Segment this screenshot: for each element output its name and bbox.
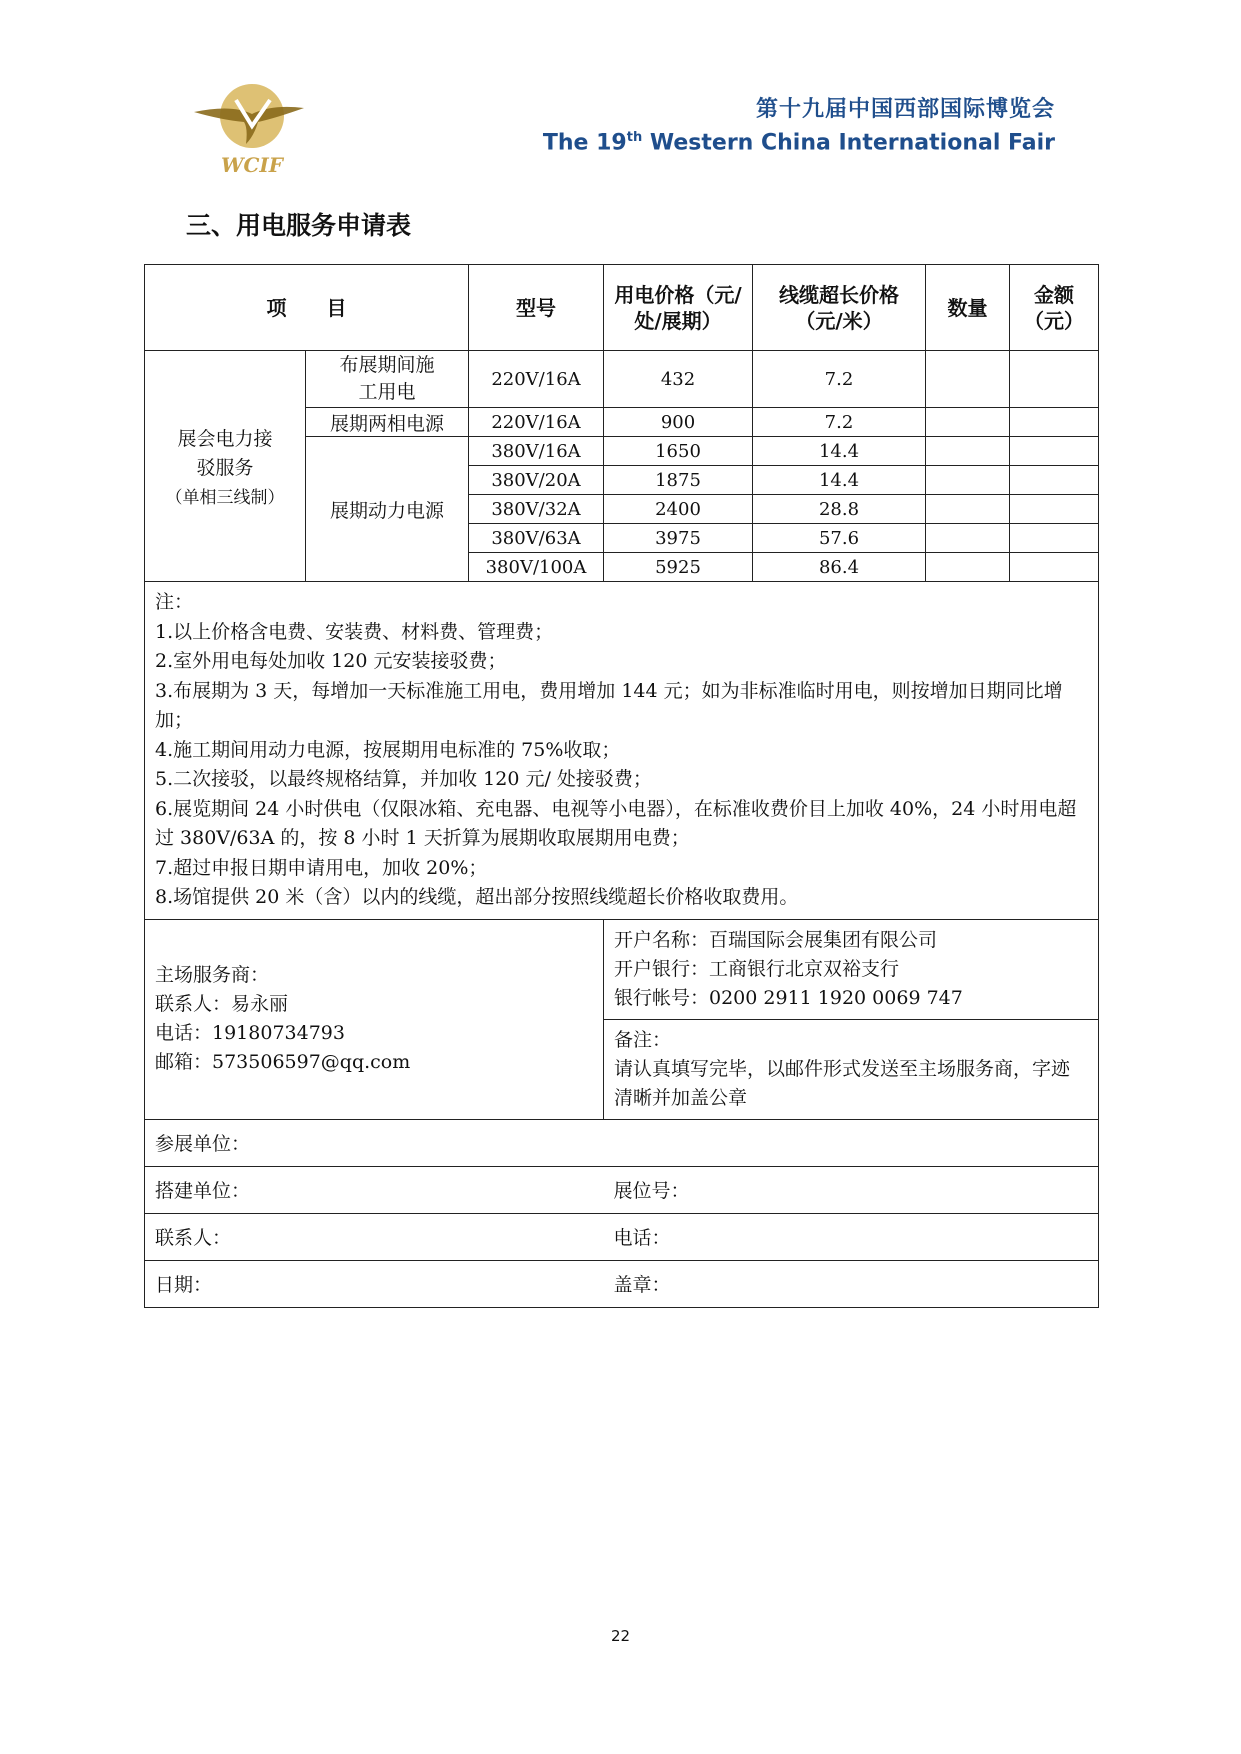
cable-price-cell: 7.2 <box>753 351 926 408</box>
category-label: 展会电力接驳服务 <box>177 427 273 479</box>
header-price: 用电价格（元/处/展期） <box>604 265 753 351</box>
header-quantity: 数量 <box>926 265 1010 351</box>
fair-title-en-sup: th <box>626 130 643 145</box>
bank-cell <box>604 919 1099 1019</box>
price-cell: 2400 <box>604 495 753 524</box>
amount-field[interactable] <box>1010 351 1099 408</box>
amount-field[interactable] <box>1010 524 1099 553</box>
exhibitor-field[interactable]: 参展单位： <box>145 1119 1099 1166</box>
section-title: 三、用电服务申请表 <box>186 211 412 240</box>
quantity-field[interactable] <box>926 437 1010 466</box>
model-cell: 380V/16A <box>469 437 604 466</box>
price-cell: 432 <box>604 351 753 408</box>
date-field[interactable]: 日期： <box>145 1260 604 1307</box>
wcif-logo <box>192 78 312 178</box>
header-item: 项 目 <box>145 265 469 351</box>
fair-title-en-prefix: The 19 <box>542 130 627 156</box>
fair-title-en <box>543 130 1055 155</box>
quantity-field[interactable] <box>926 553 1010 582</box>
note-item: 8.场馆提供 20 米（含）以内的线缆，超出部分按照线缆超长价格收取费用。 <box>155 886 799 908</box>
note-item: 2.室外用电每处加收 120 元安装接驳费； <box>155 650 507 672</box>
price-cell: 3975 <box>604 524 753 553</box>
cable-price-cell: 7.2 <box>753 408 926 437</box>
form-phone-field[interactable]: 电话： <box>604 1213 1099 1260</box>
contact-row <box>145 1213 1099 1260</box>
group-label: 布展期间施工用电 <box>306 351 469 408</box>
bank-account-name: 开户名称：百瑞国际会展集团有限公司 <box>614 928 938 951</box>
quantity-field[interactable] <box>926 495 1010 524</box>
exhibitor-row <box>145 1119 1099 1166</box>
page-number: 22 <box>610 1627 631 1645</box>
cable-price-cell: 14.4 <box>753 466 926 495</box>
price-cell: 5925 <box>604 553 753 582</box>
category-cell <box>145 351 306 582</box>
header-model: 型号 <box>469 265 604 351</box>
amount-field[interactable] <box>1010 437 1099 466</box>
model-cell: 220V/16A <box>469 408 604 437</box>
fair-title-en-suffix: Western China International Fair <box>642 130 1055 156</box>
bank-account-no: 银行帐号：0200 2911 1920 0069 747 <box>614 986 963 1009</box>
contact-title: 主场服务商： <box>155 964 270 986</box>
category-note: （单相三线制） <box>165 487 285 508</box>
builder-field[interactable]: 搭建单位： <box>145 1166 604 1213</box>
model-cell: 380V/63A <box>469 524 604 553</box>
price-cell: 1650 <box>604 437 753 466</box>
price-cell: 900 <box>604 408 753 437</box>
power-service-form <box>144 264 1099 1308</box>
contact-bank-row <box>145 919 1099 1019</box>
price-cell: 1875 <box>604 466 753 495</box>
form-contact-field[interactable]: 联系人： <box>145 1213 604 1260</box>
note-item: 3.布展期为 3 天，每增加一天标准施工用电，费用增加 144 元；如为非标准临时用电，则按增加日期同比增加； <box>155 679 1063 731</box>
booth-field[interactable]: 展位号： <box>604 1166 1099 1213</box>
model-cell: 220V/16A <box>469 351 604 408</box>
builder-row <box>145 1166 1099 1213</box>
notes-title: 注： <box>155 591 194 613</box>
amount-field[interactable] <box>1010 495 1099 524</box>
group-label: 展期两相电源 <box>306 408 469 437</box>
fair-title-cn: 第十九届中国西部国际博览会 <box>755 97 1055 122</box>
note-item: 5.二次接驳，以最终规格结算，并加收 120 元/ 处接驳费； <box>155 768 652 790</box>
bank-name: 开户银行：工商银行北京双裕支行 <box>614 957 900 980</box>
note-item: 4.施工期间用动力电源，按展期用电标准的 75%收取； <box>155 738 621 761</box>
amount-field[interactable] <box>1010 553 1099 582</box>
contact-email: 邮箱：573506597@qq.com <box>155 1051 411 1073</box>
cable-price-cell: 86.4 <box>753 553 926 582</box>
amount-field[interactable] <box>1010 466 1099 495</box>
cable-price-cell: 28.8 <box>753 495 926 524</box>
quantity-field[interactable] <box>926 466 1010 495</box>
table-row <box>145 351 1099 408</box>
contact-phone: 电话：19180734793 <box>155 1022 345 1044</box>
date-row <box>145 1260 1099 1307</box>
group-label: 展期动力电源 <box>306 437 469 582</box>
model-cell: 380V/20A <box>469 466 604 495</box>
contact-cell <box>145 919 604 1119</box>
stamp-field[interactable]: 盖章： <box>604 1260 1099 1307</box>
model-cell: 380V/100A <box>469 553 604 582</box>
header-amount: 金额（元） <box>1010 265 1099 351</box>
notes-row <box>145 582 1099 920</box>
quantity-field[interactable] <box>926 408 1010 437</box>
cable-price-cell: 57.6 <box>753 524 926 553</box>
remark-title: 备注： <box>614 1028 672 1051</box>
contact-person: 联系人：易永丽 <box>155 993 289 1015</box>
notes-cell <box>145 582 1099 920</box>
quantity-field[interactable] <box>926 351 1010 408</box>
quantity-field[interactable] <box>926 524 1010 553</box>
note-item: 6.展览期间 24 小时供电（仅限冰箱、充电器、电视等小电器），在标准收费价目上加收 40%，24 小时用电超过 380V/63A 的，按 8 小时 1 天折算为展期收取展期用电费； <box>155 797 1077 849</box>
note-item: 7.超过申报日期申请用电，加收 20%； <box>155 856 488 879</box>
model-cell: 380V/32A <box>469 495 604 524</box>
cable-price-cell: 14.4 <box>753 437 926 466</box>
remark-text: 请认真填写完毕，以邮件形式发送至主场服务商，字迹清晰并加盖公章 <box>614 1057 1071 1109</box>
logo-text: WCIF <box>221 153 283 177</box>
header-cable-price: 线缆超长价格（元/米） <box>753 265 926 351</box>
table-header-row <box>145 265 1099 351</box>
amount-field[interactable] <box>1010 408 1099 437</box>
note-item: 1.以上价格含电费、安装费、材料费、管理费； <box>155 620 554 643</box>
remark-cell <box>604 1019 1099 1119</box>
